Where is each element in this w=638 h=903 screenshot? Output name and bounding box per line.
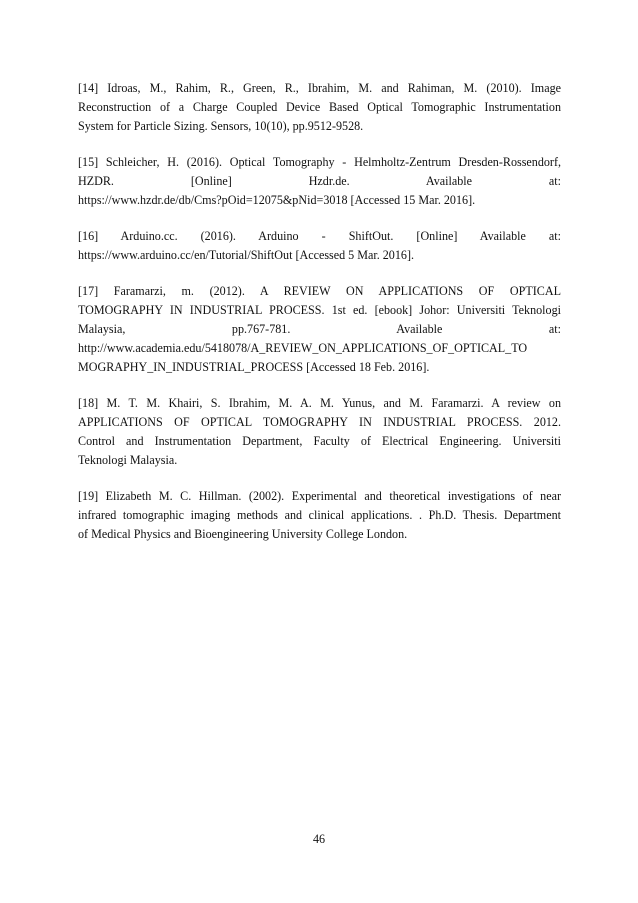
reference-line: [16] Arduino.cc. (2016). Arduino - ShiftOut. [Online] Available at: xyxy=(78,229,561,243)
reference-list xyxy=(78,79,561,561)
reference-line: [14] Idroas, M., Rahim, R., Green, R., Ibrahim, M. and Rahiman, M. (2010). Image xyxy=(78,81,561,95)
reference-line: Control and Instrumentation Department, Faculty of Electrical Engineering. Universiti xyxy=(78,434,561,448)
reference-line: http://www.academia.edu/5418078/A_REVIEW_ON_APPLICATIONS_OF_OPTICAL_TO xyxy=(78,341,528,355)
reference-line: HZDR. [Online] Hzdr.de. Available at: xyxy=(78,174,561,188)
reference-line: Malaysia, pp.767-781. Available at: xyxy=(78,322,561,336)
reference-item-16 xyxy=(78,227,561,265)
reference-line: [19] Elizabeth M. C. Hillman. (2002). Experimental and theoretical investigations of near xyxy=(78,489,561,503)
page-number: 46 xyxy=(312,832,326,846)
reference-line: [15] Schleicher, H. (2016). Optical Tomography - Helmholtz-Zentrum Dresden-Rossendorf, xyxy=(78,155,561,169)
reference-line: Teknologi Malaysia. xyxy=(78,453,178,467)
reference-item-18 xyxy=(78,394,561,470)
reference-item-15 xyxy=(78,153,561,210)
reference-line: MOGRAPHY_IN_INDUSTRIAL_PROCESS [Accessed 18 Feb. 2016]. xyxy=(78,360,430,374)
reference-line: APPLICATIONS OF OPTICAL TOMOGRAPHY IN INDUSTRIAL PROCESS. 2012. xyxy=(78,415,561,429)
reference-item-17 xyxy=(78,282,561,377)
reference-line: https://www.arduino.cc/en/Tutorial/ShiftOut [Accessed 5 Mar. 2016]. xyxy=(78,248,415,262)
reference-line: of Medical Physics and Bioengineering University College London. xyxy=(78,527,408,541)
reference-line: TOMOGRAPHY IN INDUSTRIAL PROCESS. 1st ed. [ebook] Johor: Universiti Teknologi xyxy=(78,303,561,317)
reference-line: [17] Faramarzi, m. (2012). A REVIEW ON APPLICATIONS OF OPTICAL xyxy=(78,284,561,298)
reference-line: System for Particle Sizing. Sensors, 10(10), pp.9512-9528. xyxy=(78,119,364,133)
reference-line: https://www.hzdr.de/db/Cms?pOid=12075&pNid=3018 [Accessed 15 Mar. 2016]. xyxy=(78,193,476,207)
reference-item-19 xyxy=(78,487,561,544)
reference-item-14 xyxy=(78,79,561,136)
reference-line: Reconstruction of a Charge Coupled Device Based Optical Tomographic Instrumentation xyxy=(78,100,561,114)
reference-line: [18] M. T. M. Khairi, S. Ibrahim, M. A. M. Yunus, and M. Faramarzi. A review on xyxy=(78,396,561,410)
reference-line: infrared tomographic imaging methods and clinical applications. . Ph.D. Thesis. Department xyxy=(78,508,561,522)
